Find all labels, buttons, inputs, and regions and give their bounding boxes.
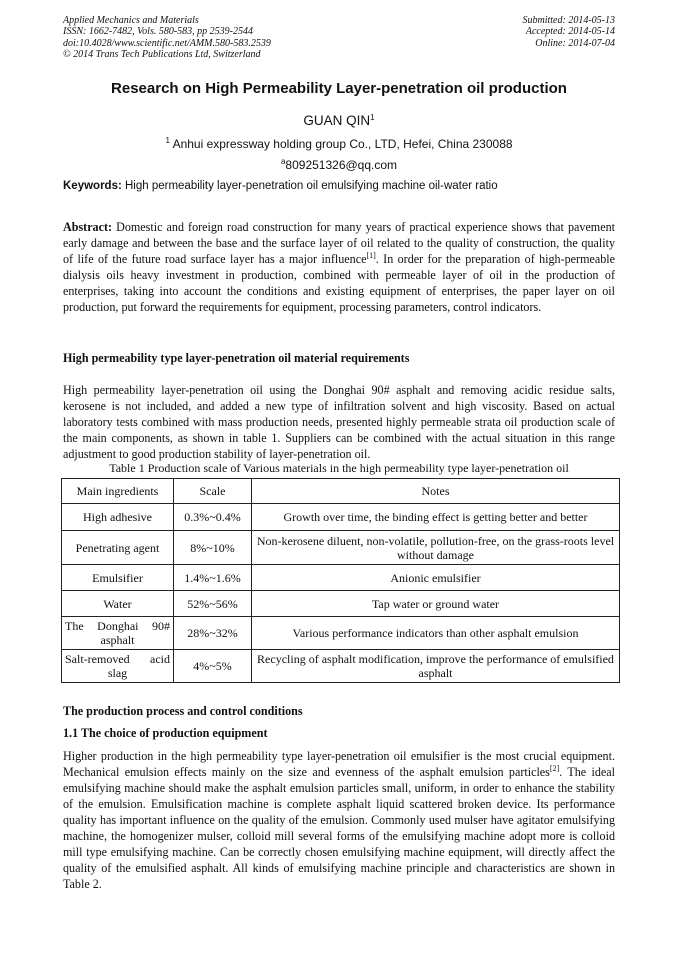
column-header-notes: Notes — [252, 479, 620, 504]
notes-cell: Various performance indicators than other asphalt emulsion — [252, 617, 620, 650]
column-header-ingredients: Main ingredients — [62, 479, 174, 504]
submitted-date: Submitted: 2014-05-13 — [522, 15, 615, 26]
scale-cell: 4%~5% — [174, 650, 252, 683]
section-equipment-paragraph — [63, 748, 615, 892]
notes-cell: Growth over time, the binding effect is getting better and better — [252, 504, 620, 531]
notes-cell: Non-kerosene diluent, non-volatile, pollution-free, on the grass-roots level without damage — [252, 531, 620, 565]
notes-cell: Anionic emulsifier — [252, 565, 620, 591]
table-row — [62, 504, 620, 531]
notes-cell: Recycling of asphalt modification, improve the performance of emulsified asphalt — [252, 650, 620, 683]
ingredient-cell: Salt-removed acid slag — [62, 650, 174, 683]
ingredient-cell: The Donghai 90# asphalt — [62, 617, 174, 650]
journal-info — [63, 15, 271, 61]
author-email[interactable]: 809251326@qq.com — [285, 158, 398, 172]
issn-line: ISSN: 1662-7482, Vols. 580-583, pp 2539-2544 — [63, 26, 253, 38]
scale-cell: 8%~10% — [174, 531, 252, 565]
affiliation-mark: 1 — [165, 136, 170, 145]
scale-cell: 0.3%~0.4% — [174, 504, 252, 531]
production-scale-table — [61, 478, 620, 683]
ingredient-cell: Water — [62, 591, 174, 617]
publication-dates — [523, 15, 616, 49]
section-heading-production: The production process and control conditions — [63, 704, 303, 718]
section-material-paragraph: High permeability layer-penetration oil using the Donghai 90# asphalt and removing acidic residue salts, kerosene is not included, and added a new type of infiltration solvent and high viscosity. Based on actual laboratory tests combined with mass production needs, presented highly permeable strata oil production scale of the main components, as shown in table 1. Suppliers can be combined with the actual situation in this range adjustment to good production stability of layer-penetration oil. — [63, 383, 615, 461]
email-line — [0, 158, 678, 172]
ingredient-cell: High adhesive — [62, 504, 174, 531]
section-heading-material: High permeability type layer-penetration oil material requirements — [63, 351, 410, 365]
copyright-line: © 2014 Trans Tech Publications Ltd, Switzerland — [63, 49, 261, 61]
keywords-label: Keywords: — [63, 180, 122, 192]
table-row — [62, 650, 620, 683]
author-line — [0, 113, 678, 128]
affiliation-text: Anhui expressway holding group Co., LTD, Hefei, China 230088 — [169, 137, 513, 151]
table-row — [62, 617, 620, 650]
table-row — [62, 565, 620, 591]
notes-cell: Tap water or ground water — [252, 591, 620, 617]
scale-cell: 52%~56% — [174, 591, 252, 617]
accepted-date: Accepted: 2014-05-14 — [525, 26, 615, 38]
ingredient-cell: Emulsifier — [62, 565, 174, 591]
affiliation-line — [0, 137, 678, 151]
journal-header — [63, 15, 615, 63]
online-date: Online: 2014-07-04 — [535, 37, 615, 49]
doi-line[interactable]: doi:10.4028/www.scientific.net/AMM.580-583.2539 — [63, 37, 271, 49]
email-mark: a — [280, 157, 286, 166]
author-affiliation-mark: 1 — [370, 113, 375, 122]
scale-cell: 28%~32% — [174, 617, 252, 650]
abstract-label: Abstract: — [63, 220, 113, 234]
keywords-text: High permeability layer-penetration oil emulsifying machine oil-water ratio — [121, 180, 498, 192]
abstract-text-a: Domestic and foreign road construction for many years of practical experience shows that pavement early damage and between the base and the surface layer of oil related to the quality of construction, the quality of life of the future road surface layer has a major influence — [63, 220, 615, 266]
citation-ref-2[interactable]: [2] — [549, 764, 560, 773]
author-name: GUAN QIN — [303, 113, 371, 128]
journal-name: Applied Mechanics and Materials — [63, 15, 199, 26]
paper-title: Research on High Permeability Layer-penetration oil production — [111, 80, 567, 97]
scale-cell: 1.4%~1.6% — [174, 565, 252, 591]
keywords-line — [63, 180, 623, 192]
equipment-text-b: . The ideal emulsifying machine should make the asphalt emulsion particles small, uniform, in order to enhance the stability of the emulsion. Emulsification machine is complete asphalt liquid scattered broken device. Its performance quality has important influence on the quality of the emulsion. Commonly used mulser have agitator emulsifying machine, the homogenizer mulser, colloid mill several forms of the emulsifying machine adopt more is colloid mill type emulsifying machine. Can be correctly chosen emulsifying machine equipment, will directly affect the quality of the emulsified asphalt. All kinds of emulsifying machine principle and characteristics are shown in Table 2. — [63, 765, 615, 891]
table-caption: Table 1 Production scale of Various materials in the high permeability type layer-penetration oil — [109, 461, 569, 475]
table-header-row — [62, 479, 620, 504]
table-row — [62, 591, 620, 617]
abstract-text-b: . In order for the preparation of high-permeable dialysis oils heavy investment in production, combined with permeable layer of oil in the production of enterprises, taking into account the conditions and existing equipment of enterprises, the paper layer on oil production, put forward the requirements for equipment, processing parameters, control indicators. — [63, 252, 615, 314]
subsection-heading-equipment: 1.1 The choice of production equipment — [63, 726, 268, 740]
citation-ref-1[interactable]: [1] — [366, 251, 376, 260]
column-header-scale: Scale — [174, 479, 252, 504]
abstract-paragraph — [63, 219, 615, 315]
equipment-text-a: Higher production in the high permeability type layer-penetration oil emulsifier is the most crucial equipment. Mechanical emulsion effects mainly on the size and evenness of the asphalt emulsion particles — [63, 749, 615, 779]
ingredient-cell: Penetrating agent — [62, 531, 174, 565]
table-row — [62, 531, 620, 565]
